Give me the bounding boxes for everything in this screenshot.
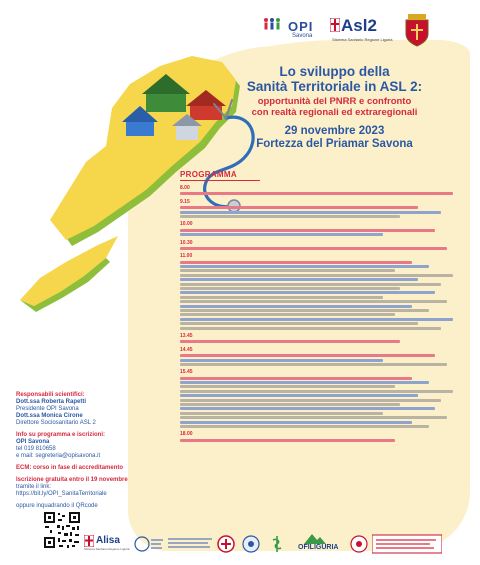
opi-logo-subtext: Savona bbox=[292, 33, 313, 39]
program-text-line bbox=[180, 192, 453, 195]
program-text-line bbox=[180, 322, 418, 325]
program-text-line bbox=[180, 265, 429, 268]
program-entry-time: 10.00 bbox=[180, 221, 193, 228]
program-text-line bbox=[180, 340, 400, 343]
program-entry-time: 15.45 bbox=[180, 369, 193, 376]
registration-link[interactable]: https://bit.ly/OPI_SanitaTerritoriale bbox=[16, 491, 107, 497]
scientific-lead-2-role: Direttore Sociosanitario ASL 2 bbox=[16, 420, 96, 426]
scientific-leads-heading: Responsabili scientifici: bbox=[16, 392, 85, 398]
map-coast-shape bbox=[20, 236, 118, 306]
partner-logo-1-icon bbox=[134, 534, 164, 554]
partner-logo-3-icon bbox=[216, 534, 236, 554]
program-list bbox=[180, 185, 470, 442]
program-text-line bbox=[180, 211, 441, 214]
qr-hint: oppure inquadrando il QRcode bbox=[16, 503, 98, 509]
program-text-line bbox=[180, 416, 447, 419]
program-text-line bbox=[180, 412, 383, 415]
alisa-cross-icon bbox=[84, 535, 94, 547]
program-text-line bbox=[180, 291, 435, 294]
program-entry bbox=[180, 347, 470, 366]
opi-people-icon bbox=[262, 17, 286, 31]
program-text-line bbox=[180, 261, 412, 264]
contact-heading: Info su programma e iscrizioni: bbox=[16, 432, 106, 438]
program-text-line bbox=[180, 247, 447, 250]
program-text-line bbox=[180, 425, 429, 428]
program-text-line bbox=[180, 305, 412, 308]
program-entry-time: 10.30 bbox=[180, 239, 193, 246]
program-entry bbox=[180, 221, 470, 236]
program-text-line bbox=[180, 269, 395, 272]
registration-heading: Iscrizione gratuita entro il 19 novembre bbox=[16, 477, 128, 483]
program-text-line bbox=[180, 439, 395, 442]
program-text-line bbox=[180, 407, 435, 410]
asl2-logo-text: Asl2 bbox=[341, 16, 377, 35]
program-text-line bbox=[180, 403, 400, 406]
alisa-logo-subtext: Sistema Sanitario Regione Liguria bbox=[84, 547, 130, 551]
program-entry-time: 9.15 bbox=[180, 198, 190, 205]
program-entry bbox=[180, 369, 470, 428]
scientific-lead-2-name: Dott.ssa Monica Cirone bbox=[16, 413, 83, 419]
program-text-line bbox=[180, 283, 441, 286]
savona-coat-of-arms-icon bbox=[402, 12, 432, 48]
program-text-line bbox=[180, 327, 441, 330]
event-subtitle-line-1: opportunità del PNRR e confronto bbox=[257, 96, 412, 107]
liguria-cross-icon bbox=[330, 18, 340, 32]
program-entry bbox=[180, 431, 470, 441]
program-entry bbox=[180, 185, 470, 195]
program-text-line bbox=[180, 359, 383, 362]
ofi-logo-text: OFILIGURIA bbox=[298, 544, 339, 551]
program-text-line bbox=[180, 300, 447, 303]
event-title-line-1: Lo sviluppo della bbox=[279, 64, 390, 79]
program-entry bbox=[180, 240, 470, 250]
ofi-mountain-icon bbox=[304, 532, 326, 544]
program-text-line bbox=[180, 390, 453, 393]
program-text-line bbox=[180, 296, 383, 299]
program-text-line bbox=[180, 399, 441, 402]
event-title bbox=[212, 64, 457, 94]
ecm-note: ECM: corso in fase di accreditamento bbox=[16, 465, 124, 471]
title-block bbox=[212, 64, 457, 151]
program-text-line bbox=[180, 313, 395, 316]
scientific-lead-1-role: Presidente OPI Savona bbox=[16, 406, 79, 412]
program-text-line bbox=[180, 385, 395, 388]
program-text-line bbox=[180, 233, 383, 236]
program-text-line bbox=[180, 278, 418, 281]
program-text-line bbox=[180, 309, 429, 312]
program-entry bbox=[180, 333, 470, 343]
program-entry-time: 18.00 bbox=[180, 431, 193, 438]
program-text-line bbox=[180, 377, 412, 380]
event-date: 29 novembre 2023 bbox=[284, 125, 385, 137]
program-entry bbox=[180, 199, 470, 218]
program-heading-rule bbox=[180, 180, 260, 181]
event-subtitle bbox=[212, 96, 457, 118]
program-text-line bbox=[180, 318, 453, 321]
event-title-line-2: Sanità Territoriale in ASL 2: bbox=[246, 79, 423, 94]
program-text-line bbox=[180, 381, 429, 384]
opi-savona-logo bbox=[262, 17, 322, 43]
event-venue: Fortezza del Priamar Savona bbox=[256, 138, 413, 150]
program-text-line bbox=[180, 363, 447, 366]
program-entry-time: 11.00 bbox=[180, 253, 193, 260]
program-text-line bbox=[180, 394, 418, 397]
program-entry bbox=[180, 253, 470, 329]
partner-logo-4-icon bbox=[240, 534, 262, 554]
registration-link-label: tramite il link: bbox=[16, 484, 52, 490]
alisa-logo bbox=[84, 533, 130, 557]
program-entry-time: 13.45 bbox=[180, 332, 193, 339]
contact-email[interactable]: e mail: segreteria@opisavona.it bbox=[16, 453, 101, 459]
info-column bbox=[16, 392, 166, 510]
contact-org: OPI Savona bbox=[16, 439, 50, 445]
program-text-line bbox=[180, 229, 435, 232]
program-text-line bbox=[180, 354, 435, 357]
contact-phone: tel 019 810658 bbox=[16, 446, 56, 452]
alisa-logo-text: Alisa bbox=[96, 535, 120, 546]
program-text-line bbox=[180, 274, 453, 277]
program-text-line bbox=[180, 206, 418, 209]
program-text-line bbox=[180, 421, 412, 424]
event-subtitle-line-2: con realtà regionali ed extraregionali bbox=[251, 107, 418, 118]
ofi-liguria-logo bbox=[290, 532, 342, 556]
program-heading: PROGRAMMA bbox=[180, 170, 237, 179]
footer-logos bbox=[0, 530, 480, 565]
program-entry-time: 8.00 bbox=[180, 185, 190, 191]
partner-logo-2-icon bbox=[168, 534, 212, 554]
partner-logo-6-icon bbox=[350, 534, 368, 554]
partner-logo-7-icon bbox=[372, 534, 442, 554]
partner-logo-5-icon bbox=[266, 534, 288, 554]
program-entry-time: 14.45 bbox=[180, 346, 193, 353]
opi-logo-text: OPI bbox=[288, 19, 314, 34]
program-section bbox=[180, 170, 470, 445]
scientific-lead-1-name: Dott.ssa Roberta Rapetti bbox=[16, 399, 87, 405]
program-text-line bbox=[180, 215, 400, 218]
asl2-logo-subtext: Sistema Sanitario Regione Liguria bbox=[332, 37, 393, 42]
asl2-logo bbox=[330, 14, 393, 44]
program-text-line bbox=[180, 287, 400, 290]
